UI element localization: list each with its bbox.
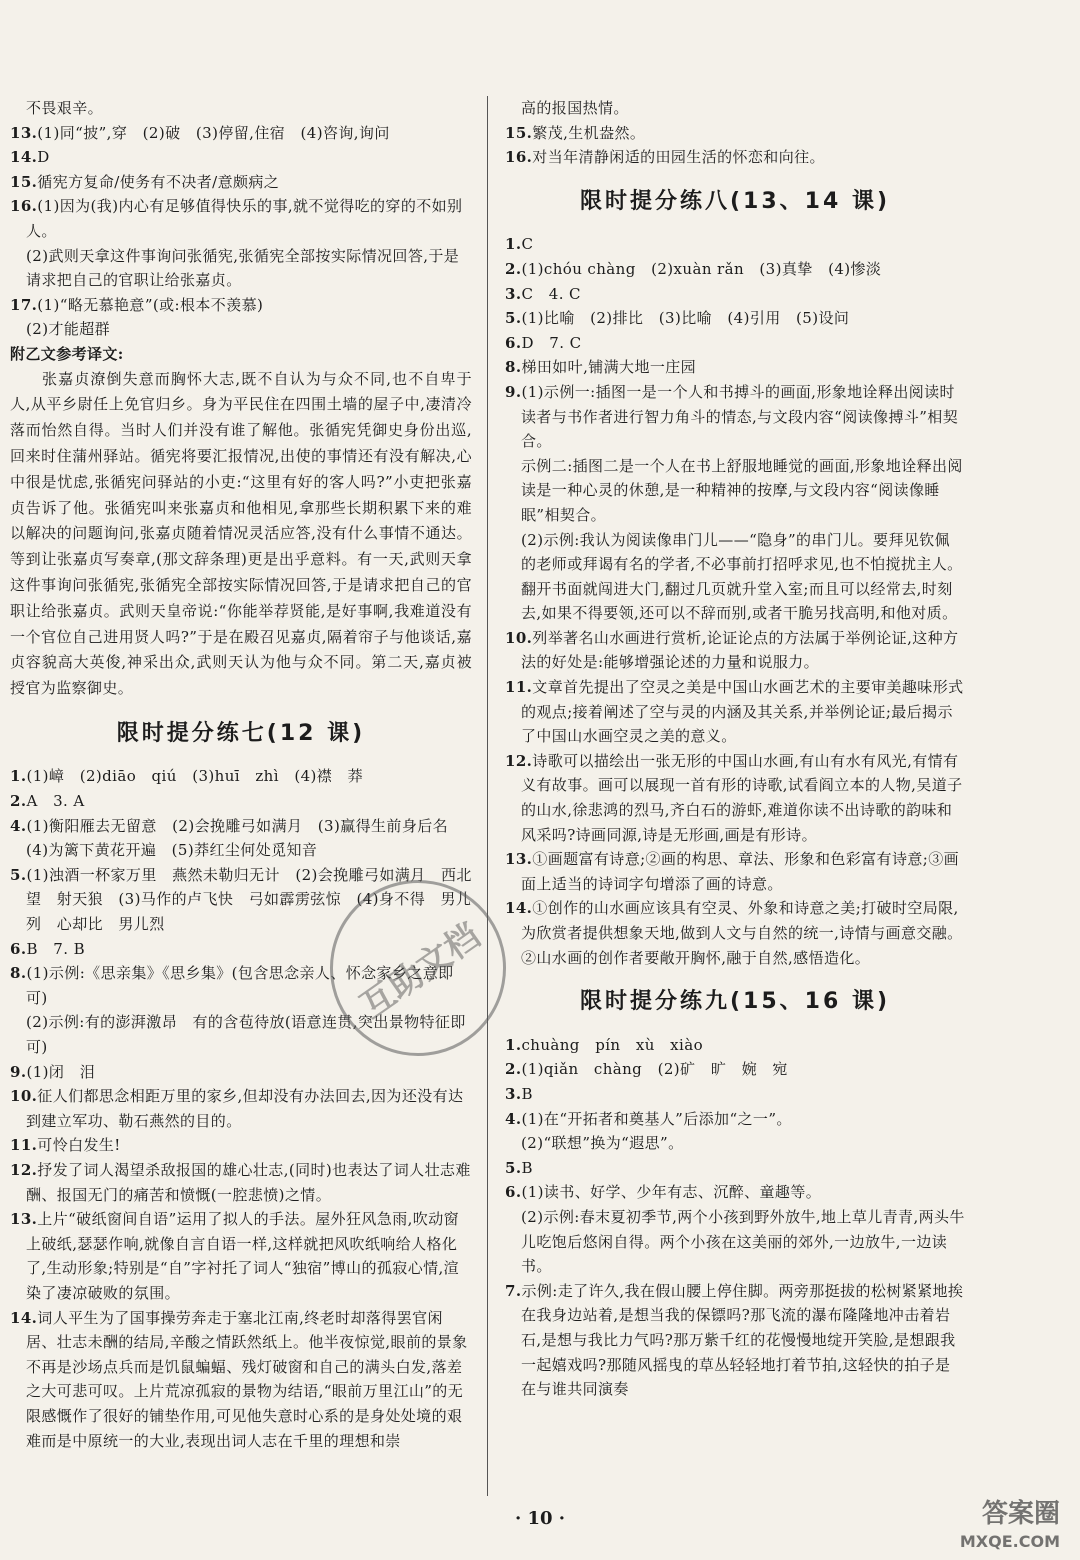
answer-item: 2.(1)chóu chàng (2)xuàn rǎn (3)真挚 (4)惨淡 — [505, 259, 882, 278]
answer-item: 5.B — [505, 1158, 533, 1177]
answer-item: 3.B — [505, 1084, 533, 1103]
answer-item: 5.(1)浊酒一杯家万里 燕然未勒归无计 (2)会挽雕弓如满月 西北望 射天狼 (3)马作的卢飞快 弓如霹雳弦惊 (4)身不得 男儿列 心却比 男儿烈 — [10, 865, 472, 934]
appendix-label: 附乙文参考译文: — [10, 344, 124, 363]
right-column — [505, 96, 965, 1402]
answer-item: 10.征人们都思念相距万里的家乡,但却没有办法回去,因为还没有达到建立军功、勒石燕然的目的。 — [10, 1087, 464, 1130]
answer-item: 13.①画题富有诗意;②画的构思、章法、形象和色彩富有诗意;③画面上适当的诗词字句增添了画的诗意。 — [505, 850, 960, 893]
answer-item: 7.示例:走了许久,我在假山腰上停住脚。两旁那挺拔的松树紧紧地挨在我身边站着,是想当我的保镖吗?那飞流的瀑布隆隆地冲击着岩石,是想与我比力气吗?那万紫千红的花慢慢地绽开笑脸,是想跟我一起嬉戏吗?那随风摇曳的草丛轻轻地打着节拍,这轻快的拍子是在与谁共同演奏 — [505, 1281, 964, 1399]
answer-item: 8.(1)示例:《思亲集》《思乡集》(包含思念亲人、怀念家乡之意即可) — [10, 964, 454, 1007]
section-title-8: 限时提分练八(13、14 课) — [580, 188, 890, 214]
answer-subitem: (2)示例:我认为阅读像串门儿——“隐身”的串门儿。要拜见钦佩的老师或拜谒有名的学者,不必事前打招呼求见,也不怕搅扰主人。翻开书面就闯进大门,翻过几页就升堂入室;而且可以经常去,时刻去,如果不得要领,还可以不辞而别,或者干脆另找高明,和他对质。 — [521, 530, 963, 623]
answer-item: 4.(1)在“开拓者和奠基人”后添加“之一”。 — [505, 1109, 792, 1128]
answer-subitem: (2)“联想”换为“遐思”。 — [521, 1134, 684, 1153]
answer-item: 1.C — [505, 235, 534, 254]
answer-subitem: (2)示例:有的澎湃激昂 有的含苞待放(语意连贯,突出景物特征即可) — [26, 1013, 466, 1057]
answer-item: 12.诗歌可以描绘出一张无形的中国山水画,有山有水有风光,有情有义有故事。画可以展现一首有形的诗歌,试看阎立本的人物,吴道子的山水,徐悲鸿的烈马,齐白石的游虾,难道你读不出诗歌的韵味和风采吗?诗画同源,诗是无形画,画是有形诗。 — [505, 751, 963, 844]
answer-item: 16.(1)因为(我)内心有足够值得快乐的事,就不觉得吃的穿的不如别人。 — [10, 197, 463, 240]
answer-item: 1.(1)嶂 (2)diāo qiú (3)huī zhì (4)襟 莽 — [10, 767, 363, 786]
left-column — [10, 96, 472, 1453]
site-watermark — [960, 1500, 1060, 1556]
watermark-sub: MXQE.COM — [959, 1532, 1060, 1551]
answer-item: 12.抒发了词人渴望杀敌报国的雄心壮志,(同时)也表达了词人壮志难酬、报国无门的痛苦和愤慨(一腔悲愤)之情。 — [10, 1160, 471, 1204]
answer-item: 6.D 7. C — [505, 333, 582, 352]
answer-item: 9.(1)示例一:插图一是一个人和书搏斗的画面,形象地诠释出阅读时读者与书作者进行智力角斗的情态,与文段内容“阅读像搏斗”相契合。 — [505, 382, 959, 451]
answer-item: 17.(1)“略无慕艳意”(或:根本不羡慕) — [10, 295, 264, 314]
answer-item: 9.(1)闭 泪 — [10, 1062, 96, 1081]
appendix-translation: 张嘉贞潦倒失意而胸怀大志,既不自认为与众不同,也不自卑于人,从平乡尉任上免官归乡。身为平民住在四围土墙的屋子中,凄清冷落而怡然自得。当时人们并没有谁了解他。张循宪凭御史身份出巡,回来时住蒲州驿站。循宪将要汇报情况,出使的事情还有没有解决,心中很是忧虑,张循宪问驿站的小吏:“这里有好的客人吗?”小吏把张嘉贞告诉了他。张循宪叫来张嘉贞和他相见,拿那些长期积累下来的难以解决的问题询问,张嘉贞随着情况灵活应答,没有什么事情不通达。等到让张嘉贞写奏章,(那文辞条理)更是出乎意料。有一天,武则天拿这件事询问张循宪,张循宪全部按实际情况回答,于是请求把自己的官职让给张嘉贞。武则天皇帝说:“你能举荐贤能,是好事啊,我难道没有一个官位自己进用贤人吗?”于是在殿召见嘉贞,隔着帘子与他谈话,嘉贞容貌高大英俊,神采出众,武则天认为他与众不同。第二天,嘉贞被授官为监察御史。 — [10, 369, 472, 698]
answer-item: 14.词人平生为了国事操劳奔走于塞北江南,终老时却落得罢官闲居、壮志未酬的结局,辛酸之情跃然纸上。他半夜惊觉,眼前的景象不再是沙场点兵而是饥鼠蝙蝠、残灯破窗和自己的满头白发,落差之大可悲可叹。上片荒凉孤寂的景物为结语,“眼前万里江山”的无限感慨作了很好的铺垫作用,可见他失意时心系的是身处处境的艰难而是中原统一的大业,表现出词人志在千里的理想和崇 — [10, 1308, 468, 1450]
answer-subitem: (2)示例:春末夏初季节,两个小孩到野外放牛,地上草儿青青,两头牛儿吃饱后悠闲自得。两个小孩在这美丽的郊外,一边放牛,一边读书。 — [521, 1207, 965, 1276]
section-title-9: 限时提分练九(15、16 课) — [580, 989, 890, 1015]
watermark-main: 答案圈 — [981, 1499, 1060, 1529]
answer-item: 13.(1)同“披”,穿 (2)破 (3)停留,住宿 (4)咨询,询问 — [10, 123, 390, 142]
answer-item: 15.循宪方复命/使务有不决者/意颇病之 — [10, 172, 280, 191]
answer-item: 3.C 4. C — [505, 284, 581, 303]
answer-item: 16.对当年清静闲适的田园生活的怀恋和向往。 — [505, 148, 825, 167]
answer-item: 11.可怜白发生! — [10, 1136, 121, 1155]
watermark-stamp: 互助文档 — [295, 845, 540, 1090]
answer-item: 14.①创作的山水画应该具有空灵、外象和诗意之美;打破时空局限,为欣赏者提供想象天地,做到人文与自然的统一,诗情与画意交融。②山水画的创作者要敞开胸怀,融于自然,感悟造化。 — [505, 899, 963, 967]
answer-subitem: (2)才能超群 — [26, 320, 111, 339]
answer-item: 14.D — [10, 148, 50, 167]
right-lead-text: 高的报国热情。 — [521, 99, 629, 117]
answer-item: 2.(1)qiǎn chàng (2)矿 旷 婉 宛 — [505, 1060, 788, 1079]
answer-subitem: 示例二:插图二是一个人在书上舒服地睡觉的画面,形象地诠释出阅读是一种心灵的休憩,是一种精神的按摩,与文段内容“阅读像睡眠”相契合。 — [521, 456, 963, 524]
answer-item: 8.梯田如叶,铺满大地一庄园 — [505, 358, 697, 377]
answer-item: 11.文章首先提出了空灵之美是中国山水画艺术的主要审美趣味形式的观点;接着阐述了空与灵的内涵及其关系,并举例论证;最后揭示了中国山水画空灵之美的意义。 — [505, 678, 964, 746]
answer-item: 15.繁茂,生机盎然。 — [505, 123, 646, 142]
column-divider — [487, 96, 488, 1496]
answer-subitem: (2)武则天拿这件事询问张循宪,张循宪全部按实际情况回答,于是请求把自己的官职让给张嘉贞。 — [26, 246, 460, 290]
answer-item: 1.chuàng pín xù xiào — [505, 1035, 704, 1054]
answer-item: 6.B 7. B — [10, 939, 85, 958]
answer-item: 10.列举著名山水画进行赏析,论证论点的方法属于举例论证,这种方法的好处是:能够增强论述的力量和说服力。 — [505, 628, 959, 672]
page-number: · 10 · — [514, 1508, 566, 1529]
answer-item: 5.(1)比喻 (2)排比 (3)比喻 (4)引用 (5)设问 — [505, 309, 850, 328]
section-title-7: 限时提分练七(12 课) — [116, 720, 366, 746]
answer-item: 2.A 3. A — [10, 792, 85, 811]
answer-item: 13.上片“破纸窗间自语”运用了拟人的手法。屋外狂风急雨,吹动窗上破纸,瑟瑟作响,就像自言自语一样,这样就把风吹纸响给人格化了,生动形象;特别是“自”字衬托了词人“独宿”博山的孤寂心情,渲染了凄凉破败的氛围。 — [10, 1210, 460, 1302]
answer-item: 6.(1)读书、好学、少年有志、沉醉、童趣等。 — [505, 1183, 822, 1202]
left-lead-text: 不畏艰辛。 — [26, 99, 104, 117]
answer-item: 4.(1)衡阳雁去无留意 (2)会挽雕弓如满月 (3)赢得生前身后名 (4)为篱下黄花开遍 (5)莽红尘何处觅知音 — [10, 816, 464, 860]
